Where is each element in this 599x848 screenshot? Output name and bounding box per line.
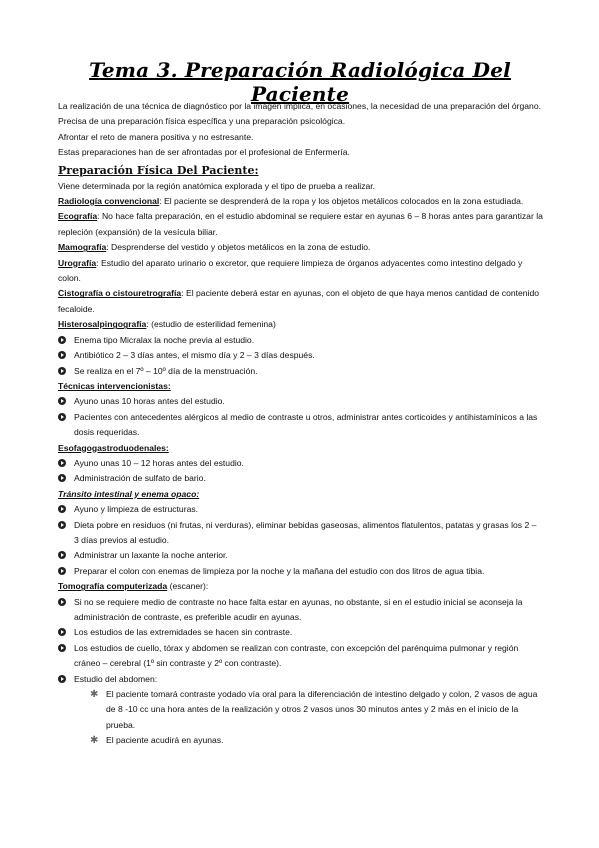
- sublist-item: ✱ El paciente tomará contraste yodado vía oral para la diferenciación de intestino delgado y colon, 2 vasos de agua de 8 -10 cc una hora antes de la realización y otros 2 vasos unos 30 minutos antes y 2 más en el inicio de la prueba.: [90, 689, 538, 730]
- arrow-bullet-icon: [58, 474, 66, 482]
- abdomen-sublist: [74, 687, 543, 749]
- arrow-bullet-icon: [58, 551, 66, 559]
- intro-paragraph: Precisa de una preparación física específica y una preparación psicológica.: [58, 116, 346, 127]
- arrow-bullet-icon: [58, 459, 66, 467]
- sublist-item: ✱ El paciente acudirá en ayunas.: [90, 733, 543, 748]
- list-item: Pacientes con antecedentes alérgicos al medio de contraste u otros, administrar antes corticoides y antihistamínicos a las dosis requeridas.: [58, 410, 543, 441]
- esofago-list: [58, 456, 543, 487]
- list-item: Si no se requiere medio de contraste no hace falta estar en ayunas, no obstante, si en el estudio inicial se aconseja la administración de contraste, es preferible acudir en ayunas.: [58, 595, 543, 626]
- subheading-transito: Tránsito intestinal y enema opaco:: [58, 488, 200, 499]
- item-radiologia: [58, 194, 543, 209]
- list-item: Ayuno unas 10 – 12 horas antes del estudio.: [58, 456, 543, 471]
- list-item: Antibiótico 2 – 3 días antes, el mismo día y 2 – 3 días después.: [58, 348, 543, 363]
- tomografia-list: [58, 595, 543, 749]
- term-label: Ecografía: [58, 211, 98, 222]
- list-item: Se realiza en el 7º – 10º día de la menstruación.: [58, 364, 543, 379]
- intro-paragraph: La realización de una técnica de diagnóstico por la imagen implica, en ocasiones, la necesidad de una preparación del órgano.: [58, 101, 541, 111]
- list-item: Enema tipo Micralax la noche previa al estudio.: [58, 333, 543, 348]
- term-label: Histerosalpingografía: [58, 319, 147, 330]
- item-mamografia: [58, 240, 543, 255]
- term-label: Urografía: [58, 257, 97, 268]
- arrow-bullet-icon: [58, 644, 66, 652]
- term-label: Tomografía computerizada: [58, 581, 168, 592]
- histero-list: [58, 333, 543, 379]
- subheading-tecnicas: Técnicas intervencionistas:: [58, 380, 171, 391]
- term-text: : No hace falta preparación, en el estudio abdominal se requiere estar en ayunas 6 – 8 horas antes para garantizar la repleción (expansión) de la vesícula biliar.: [58, 211, 543, 237]
- arrow-bullet-icon: [58, 413, 66, 421]
- list-item: Administración de sulfato de bario.: [58, 471, 543, 486]
- subheading-esofago: Esofagogastroduodenales:: [58, 442, 169, 453]
- page-title: Tema 3. Preparación Radiológica Del Paciente: [89, 58, 511, 106]
- list-item: Administrar un laxante la noche anterior.: [58, 548, 543, 563]
- term-text: : Estudio del aparato urinario o excretor, que requiere limpieza de órganos adyacentes como intestino delgado y colon.: [58, 257, 523, 284]
- item-urografia: [58, 256, 543, 287]
- section-lead: Viene determinada por la región anatómica explorada y el tipo de prueba a realizar.: [58, 180, 376, 191]
- item-histero: [58, 317, 543, 332]
- arrow-bullet-icon: [58, 567, 66, 575]
- item-cistografia: [58, 286, 543, 317]
- term-label: Radiología convencional: [58, 196, 160, 207]
- intro-paragraph: Estas preparaciones han de ser afrontadas por el profesional de Enfermería.: [58, 147, 350, 158]
- intro-paragraph: Afrontar el reto de manera positiva y no estresante.: [58, 131, 254, 142]
- term-text: (escaner):: [167, 581, 209, 592]
- document-body: [58, 99, 543, 749]
- arrow-bullet-icon: [58, 367, 66, 375]
- list-item: Preparar el colon con enemas de limpieza por la noche y la mañana del estudio con dos litros de agua tibia.: [58, 564, 543, 579]
- term-text: : (estudio de esterilidad femenina): [146, 319, 276, 330]
- tecnicas-list: [58, 394, 543, 440]
- term-text: : Desprenderse del vestido y objetos metálicos en la zona de estudio.: [106, 242, 371, 253]
- arrow-bullet-icon: [58, 598, 66, 606]
- list-item: Los estudios de las extremidades se hacen sin contraste.: [58, 625, 543, 640]
- list-item: Ayuno unas 10 horas antes del estudio.: [58, 394, 543, 409]
- arrow-bullet-icon: [58, 351, 66, 359]
- star-bullet-icon: ✱: [90, 735, 99, 747]
- list-item: Ayuno y limpieza de estructuras.: [58, 502, 543, 517]
- list-item: Estudio del abdomen: ✱ El paciente tomará contraste yodado vía oral para la diferenciación de intestino delgado y colon, 2 vasos de agua de 8 -10 cc una hora antes de la realización y otros 2 vasos unos 30 minutos antes y 2 más en el inicio de la prueba. ✱ El paciente acudirá en ayunas.: [58, 672, 543, 749]
- arrow-bullet-icon: [58, 521, 66, 529]
- item-tomografia: [58, 579, 543, 594]
- arrow-bullet-icon: [58, 505, 66, 513]
- item-ecografia: [58, 209, 543, 240]
- section-heading: Preparación Física Del Paciente:: [58, 163, 259, 177]
- term-text: : El paciente deberá estar en ayunas, con el objeto de que haya menos cantidad de contenido fecaloide.: [58, 288, 540, 314]
- arrow-bullet-icon: [58, 675, 66, 683]
- term-label: Cistografía o cistouretrografía: [58, 288, 182, 299]
- arrow-bullet-icon: [58, 628, 66, 636]
- list-item: Los estudios de cuello, tórax y abdomen se realizan con contraste, con excepción del parénquima pulmonar y región cráneo – cerebral (1º sin contraste y 2º con contraste).: [58, 641, 543, 672]
- arrow-bullet-icon: [58, 336, 66, 344]
- term-label: Mamografía: [58, 242, 107, 253]
- transito-list: [58, 502, 543, 579]
- arrow-bullet-icon: [58, 397, 66, 405]
- star-bullet-icon: ✱: [90, 689, 99, 701]
- list-item: Dieta pobre en residuos (ni frutas, ni verduras), eliminar bebidas gaseosas, alimentos flatulentos, patatas y grasas los 2 – 3 días previos al estudio.: [58, 518, 543, 549]
- term-text: : El paciente se desprenderá de la ropa y los objetos metálicos colocados en la zona estudiada.: [159, 196, 524, 207]
